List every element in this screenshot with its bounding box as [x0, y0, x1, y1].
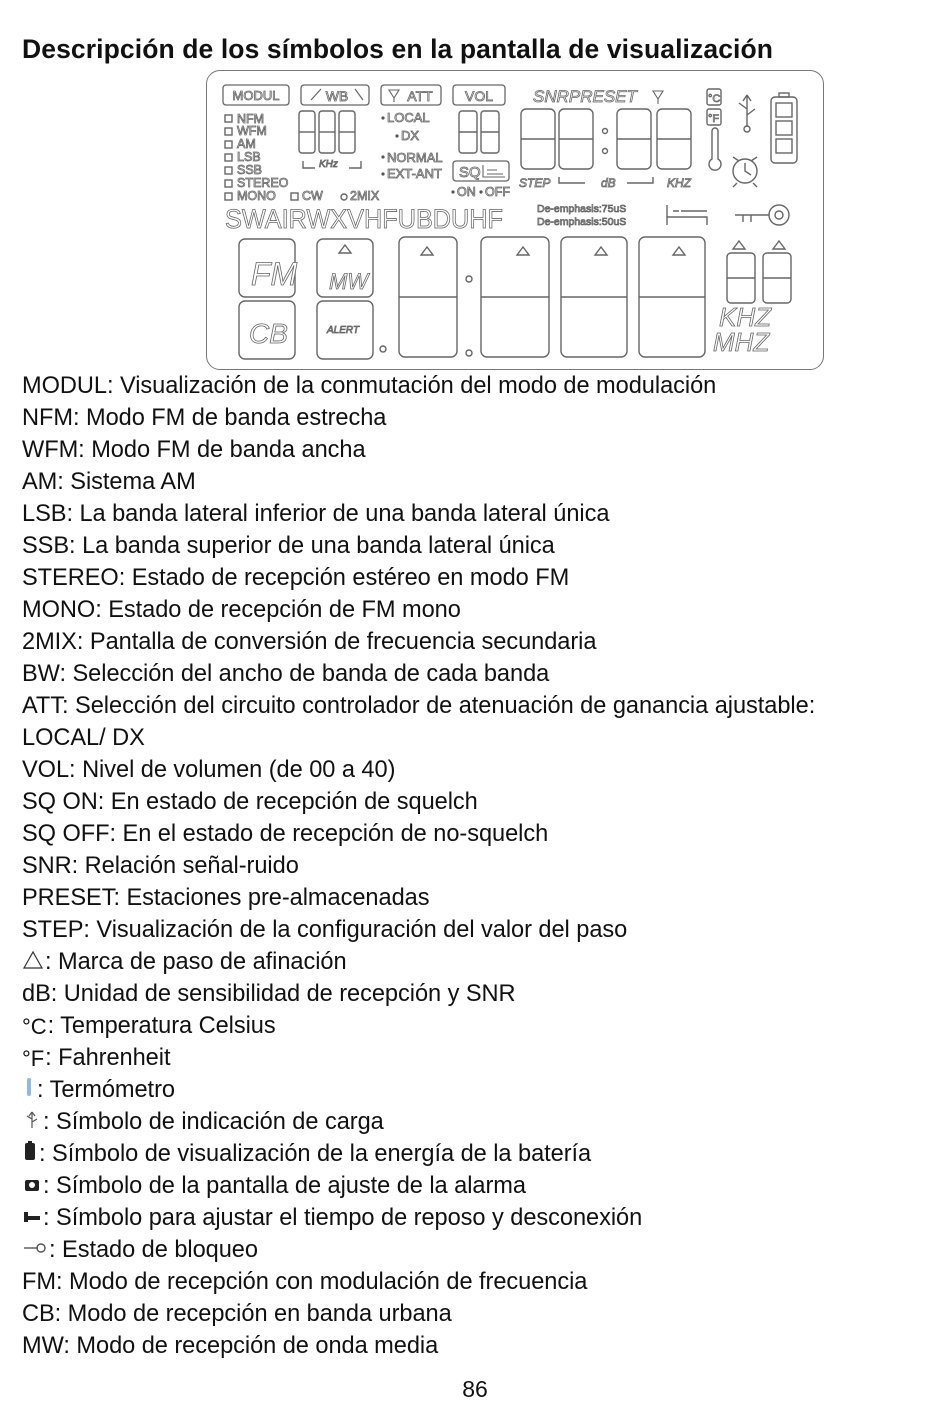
snr-digits [521, 109, 691, 169]
lock-key-icon [735, 205, 789, 225]
legend-item: : Símbolo de indicación de carga [22, 1106, 932, 1138]
usb-charge-icon [739, 95, 755, 132]
legend-item: ATT: Selección del circuito controlador de atenuación de ganancia ajustable: [22, 693, 816, 719]
mix2-label: 2MIX [350, 189, 380, 203]
snr-preset-label: SNRPRESET [533, 87, 637, 106]
alarm-clock-icon [733, 157, 757, 187]
dx-label: DX [401, 128, 420, 143]
legend-item: : Símbolo de visualización de la energía de la batería [22, 1138, 932, 1170]
thermometer-icon [709, 128, 721, 170]
legend-item: MONO: Estado de recepción de FM mono [22, 597, 461, 623]
legend-item: dB: Unidad de sensibilidad de recepción y SNR [22, 981, 516, 1007]
legend-item: SQ ON: En estado de recepción de squelch [22, 789, 478, 815]
deemphasis-50-label: De-emphasis:50uS [537, 216, 627, 228]
khz-unit-label: KHZ [719, 302, 771, 332]
squelch-level-icon [483, 165, 505, 177]
fahrenheit-indicator [707, 109, 721, 125]
mono-label: MONO [237, 189, 276, 203]
battery-icon [771, 93, 797, 163]
lcd-display-diagram [206, 70, 824, 370]
fm-mode-label: FM [251, 256, 298, 292]
lcd-celsius-label: °C [708, 93, 721, 105]
signal-antenna-icon [653, 91, 663, 104]
legend-item: WFM: Modo FM de banda ancha [22, 437, 366, 463]
legend-item: : Termómetro [22, 1074, 932, 1106]
legend-item: BW: Selección del ancho de banda de cada banda [22, 661, 550, 687]
legend-item: : Marca de paso de afinación [22, 946, 932, 978]
sq-indicator [451, 161, 510, 199]
lock-key-icon [22, 1235, 48, 1267]
vol-digits [459, 111, 499, 153]
vol-label: VOL [464, 88, 494, 104]
lsb-label: LSB [237, 150, 261, 164]
legend-item: NFM: Modo FM de banda estrecha [22, 405, 387, 431]
fahrenheit-icon: °F [22, 1045, 45, 1071]
nfm-label: NFM [237, 112, 265, 126]
legend-item: LSB: La banda lateral inferior de una banda lateral única [22, 501, 610, 527]
battery-icon [22, 1139, 38, 1171]
legend-item: MODUL: Visualización de la conmutación del modo de modulación [22, 373, 717, 399]
ext-ant-label: EXT-ANT [387, 166, 442, 181]
step-label: STEP [519, 176, 551, 190]
off-label: OFF [485, 185, 510, 199]
stereo-label: STEREO [237, 176, 289, 190]
celsius-indicator [707, 89, 721, 105]
on-label: ON [457, 185, 476, 199]
legend-item: MW: Modo de recepción de onda media [22, 1333, 439, 1359]
legend-item: SSB: La banda superior de una banda lateral única [22, 533, 555, 559]
legend-item: SQ OFF: En el estado de recepción de no-squelch [22, 821, 549, 847]
legend-item: VOL: Nivel de volumen (de 00 a 40) [22, 757, 396, 783]
sleep-bed-icon [667, 205, 707, 225]
legend-item: SNR: Relación señal-ruido [22, 853, 299, 879]
thermometer-icon [22, 1075, 36, 1107]
legend-item: LOCAL/ DX [22, 725, 145, 751]
modul-label: MODUL [232, 88, 280, 103]
vol-indicator [453, 85, 505, 105]
step-digits [727, 253, 791, 303]
alert-label: ALERT [327, 325, 360, 336]
usb-charge-icon [22, 1107, 42, 1139]
wb-label: WB [325, 88, 349, 104]
legend-item: °F: Fahrenheit [22, 1042, 932, 1074]
legend-item: 2MIX: Pantalla de conversión de frecuencia secundaria [22, 629, 597, 655]
am-label: AM [237, 137, 256, 151]
legend-item: : Símbolo de la pantalla de ajuste de la alarma [22, 1170, 932, 1202]
mw-mode-label: MW [329, 269, 369, 294]
legend-item: STEREO: Estado de recepción estéreo en modo FM [22, 565, 570, 591]
legend-item: STEP: Visualización de la configuración del valor del paso [22, 917, 628, 943]
modul-indicator [223, 85, 289, 105]
khz-tiny-label: KHz [319, 159, 338, 170]
normal-label: NORMAL [387, 150, 443, 165]
celsius-icon: °C [22, 1013, 47, 1039]
mode-list [225, 112, 380, 203]
sleep-bed-icon [22, 1203, 42, 1235]
ssb-label: SSB [237, 163, 263, 177]
mhz-unit-label: MHZ [713, 327, 770, 357]
legend-item: : Símbolo para ajustar el tiempo de reposo y desconexión [22, 1202, 932, 1234]
legend-item: CB: Modo de recepción en banda urbana [22, 1301, 452, 1327]
page-number: 86 [462, 1376, 488, 1402]
cb-mode-label: CB [249, 318, 288, 349]
legend-item: PRESET: Estaciones pre-almacenadas [22, 885, 430, 911]
legend-item: °C: Temperatura Celsius [22, 1010, 932, 1042]
symbol-legend-list [22, 370, 932, 1362]
local-dx-block [381, 110, 442, 181]
legend-item: AM: Sistema AM [22, 469, 196, 495]
triangle-icon [22, 947, 44, 979]
sq-label: SQ [459, 164, 481, 181]
page-title: Descripción de los símbolos en la pantalla de visualización [22, 34, 774, 64]
deemphasis-75-label: De-emphasis:75uS [537, 203, 627, 215]
tuning-triangles [339, 241, 785, 255]
legend-item: : Estado de bloqueo [22, 1234, 932, 1266]
alarm-clock-icon [22, 1171, 42, 1203]
db-label: dB [601, 176, 616, 190]
lcd-fahrenheit-label: °F [708, 113, 720, 125]
legend-item: FM: Modo de recepción con modulación de frecuencia [22, 1269, 588, 1295]
local-label: LOCAL [387, 110, 430, 125]
att-label: ATT [407, 88, 433, 104]
wfm-label: WFM [237, 124, 267, 138]
band-row-label: SWAIRWXVHFUBDUHF [225, 204, 503, 234]
att-indicator [381, 85, 441, 105]
cw-label: CW [302, 189, 323, 203]
wb-indicator [301, 85, 369, 105]
khz-small-label: KHZ [667, 176, 691, 190]
antenna-icon [389, 90, 399, 102]
